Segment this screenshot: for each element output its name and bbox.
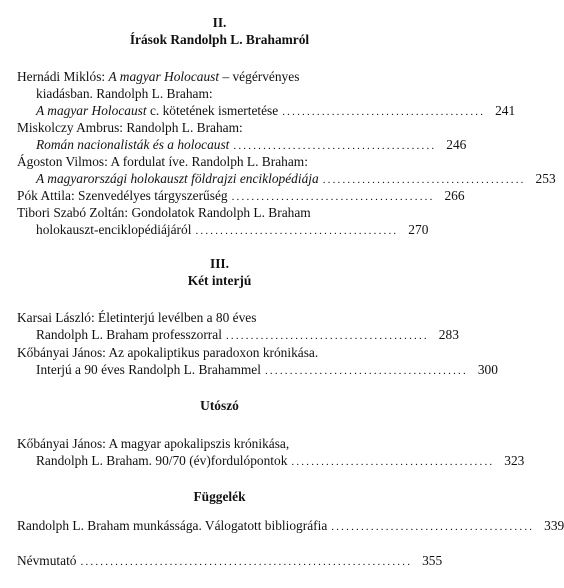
page-number: 266 xyxy=(444,188,465,203)
entry-title-italic: A magyarországi holokauszt földrajzi enciklopédiája xyxy=(36,171,319,186)
toc-entry-line: Miskolczy Ambrus: Randolph L. Braham: xyxy=(17,120,243,135)
entry-title-italic: A magyar Holocaust xyxy=(108,69,220,84)
toc-entry-line xyxy=(17,187,465,204)
entry-text: Randolph L. Braham munkássága. Válogatott bibliográfia xyxy=(17,518,328,533)
entry-title-italic: A magyar Holocaust xyxy=(36,103,147,118)
dot-leader: ......................................... xyxy=(231,191,435,203)
section-numeral: II. xyxy=(212,15,227,30)
toc-entry[interactable] xyxy=(17,68,516,119)
page-number: 323 xyxy=(504,453,525,468)
toc-entry-line: Ágoston Vilmos: A fordulat íve. Randolph L. Braham: xyxy=(17,154,308,169)
dot-leader: ................................................................... xyxy=(80,556,413,568)
toc-entry-line: Karsai László: Életinterjú levélben a 80 éves xyxy=(17,310,257,325)
dot-leader: ......................................... xyxy=(264,365,468,377)
entry-title-italic: Román nacionalisták és a holocaust xyxy=(36,137,230,152)
page-number: 339 xyxy=(544,518,564,533)
page-number: 355 xyxy=(422,553,443,568)
page-number: 300 xyxy=(477,362,498,377)
dot-leader: ......................................... xyxy=(225,330,429,342)
dot-leader: ......................................... xyxy=(195,225,399,237)
toc-entry[interactable] xyxy=(17,119,467,153)
page-number: 241 xyxy=(495,103,516,118)
section-title: Utószó xyxy=(200,398,239,413)
toc-entry-line xyxy=(17,136,467,153)
toc-entry[interactable] xyxy=(17,517,564,534)
toc-entry[interactable] xyxy=(17,552,443,569)
toc-entry-line xyxy=(17,517,564,534)
entry-text: – végérvényes xyxy=(219,69,300,84)
entry-text: Névmutató xyxy=(17,553,77,568)
toc-entry-line xyxy=(17,452,525,469)
page-number: 253 xyxy=(535,171,556,186)
toc-entry-line xyxy=(17,102,516,119)
dot-leader: ......................................... xyxy=(291,456,495,468)
toc-entry-line: Kőbányai János: Az apokaliptikus paradoxon krónikása. xyxy=(17,345,319,360)
entry-text: Interjú a 90 éves Randolph L. Brahammel xyxy=(36,362,261,377)
toc-entry-line: Kőbányai János: A magyar apokalipszis krónikása, xyxy=(17,436,290,451)
page-number: 270 xyxy=(408,222,429,237)
section-numeral: III. xyxy=(210,256,229,271)
entry-text: c. kötetének ismertetése xyxy=(146,103,279,118)
entry-text: Pók Attila: Szenvedélyes tárgyszerűség xyxy=(17,188,228,203)
section-title: Írások Randolph L. Brahamról xyxy=(129,32,310,47)
toc-entry[interactable] xyxy=(17,187,465,204)
dot-leader: ......................................... xyxy=(282,106,486,118)
dot-leader: ......................................... xyxy=(322,174,526,186)
dot-leader: ......................................... xyxy=(233,140,437,152)
toc-entry[interactable] xyxy=(17,435,525,469)
toc-entry[interactable] xyxy=(17,153,556,187)
dot-leader: ......................................... xyxy=(331,521,535,533)
toc-entry-line: Tibori Szabó Zoltán: Gondolatok Randolph L. Braham xyxy=(17,205,311,220)
section-title: Két interjú xyxy=(187,273,252,288)
toc-entry-line xyxy=(17,361,498,378)
entry-text: Randolph L. Braham professzorral xyxy=(36,327,222,342)
toc-entry-line xyxy=(17,170,556,187)
toc-entry-line xyxy=(17,221,429,238)
toc-entry-line: kiadásban. Randolph L. Braham: xyxy=(36,86,213,101)
entry-text: Randolph L. Braham. 90/70 (év)fordulópontok xyxy=(36,453,288,468)
entry-text: holokauszt-enciklopédiájáról xyxy=(36,222,192,237)
page-number: 246 xyxy=(446,137,467,152)
section-title: Függelék xyxy=(193,489,246,504)
page-number: 283 xyxy=(438,327,459,342)
toc-entry[interactable] xyxy=(17,309,459,343)
entry-author: Hernádi Miklós: xyxy=(17,69,109,84)
toc-entry-line xyxy=(17,68,419,85)
toc-entry[interactable] xyxy=(17,204,429,238)
toc-entry[interactable] xyxy=(17,344,498,378)
toc-entry-line xyxy=(17,326,459,343)
toc-entry-line xyxy=(17,552,443,569)
